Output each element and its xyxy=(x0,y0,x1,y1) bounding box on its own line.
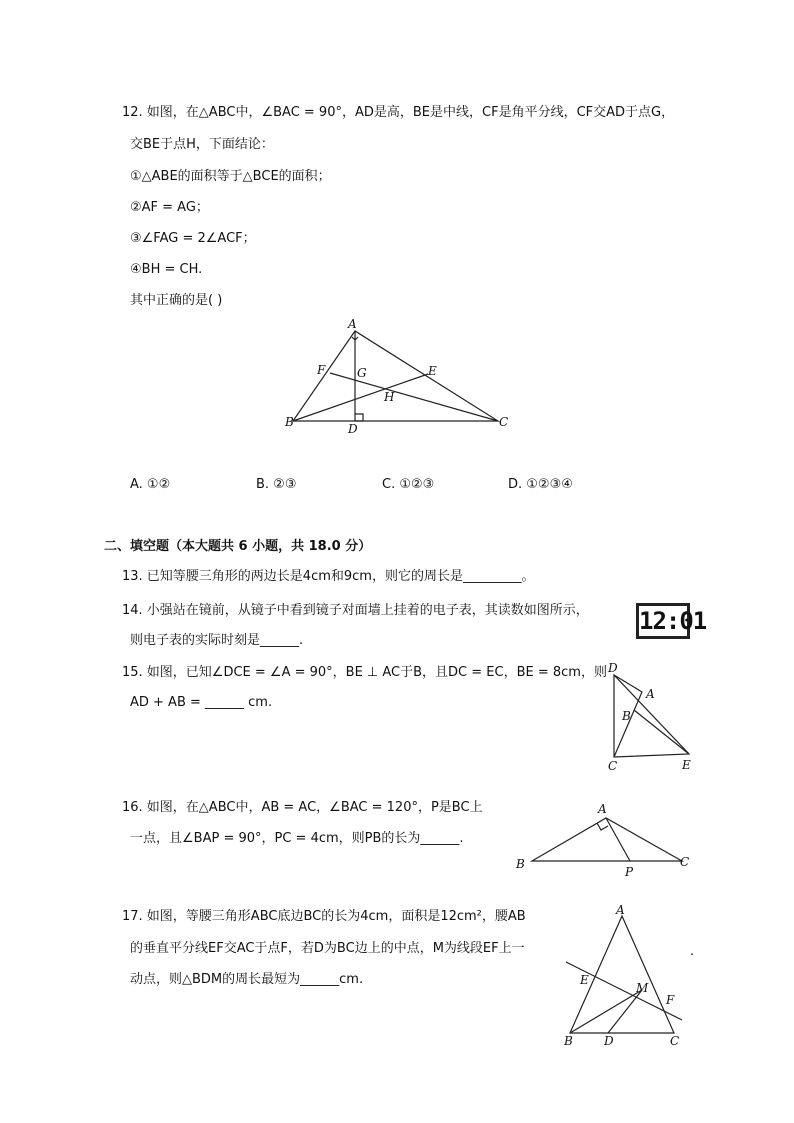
q12-question: 其中正确的是( ) xyxy=(130,293,223,308)
q13-text: 13. 已知等腰三角形的两边长是4cm和9cm，则它的周长是_________。 xyxy=(122,569,535,584)
label-d: D xyxy=(604,1034,614,1048)
section-title: 二、填空题（本大题共 6 小题，共 18.0 分） xyxy=(104,539,372,554)
label-e: E xyxy=(682,758,691,772)
option-c[interactable]: C. ①②③ xyxy=(382,477,435,492)
q12-conclusion-1: ①△ABE的面积等于△BCE的面积； xyxy=(130,169,331,184)
label-c: C xyxy=(670,1034,680,1048)
right-angle-mark-a xyxy=(597,823,608,830)
label-a: A xyxy=(646,687,655,701)
label-b: B xyxy=(564,1034,573,1048)
q17-line-1: 17. 如图，等腰三角形ABC底边BC的长为4cm，面积是12cm²，腰AB xyxy=(122,909,526,924)
q14-line-1: 14. 小强站在镜前，从镜子中看到镜子对面墙上挂着的电子表，其读数如图所示， xyxy=(122,603,589,618)
q12-line-1: 12. 如图，在△ABC中，∠BAC = 90°，AD是高，BE是中线，CF是角平分线，CF交AD于点G， xyxy=(122,105,675,120)
q17-figure xyxy=(556,902,690,1050)
q16-figure xyxy=(510,798,700,880)
label-g: G xyxy=(357,366,367,380)
label-a: A xyxy=(598,802,607,816)
label-b: B xyxy=(285,415,294,429)
label-h: H xyxy=(384,390,395,404)
label-d: D xyxy=(348,422,358,436)
q16-line-1: 16. 如图，在△ABC中，AB = AC，∠BAC = 120°，P是BC上 xyxy=(122,800,483,815)
label-e: E xyxy=(428,364,437,378)
q15-line-2: AD + AB = ______ cm. xyxy=(130,695,273,710)
q17-line-3: 动点，则△BDM的周长最短为______cm. xyxy=(130,972,364,987)
label-a: A xyxy=(348,317,357,331)
q12-figure xyxy=(280,314,520,440)
label-d: D xyxy=(608,661,618,675)
q14-line-2: 则电子表的实际时刻是______. xyxy=(130,633,304,648)
label-f: F xyxy=(317,363,326,377)
q12-line-2: 交BE于点H，下面结论： xyxy=(130,137,274,152)
q12-conclusion-3: ③∠FAG = 2∠ACF； xyxy=(130,231,256,246)
option-b[interactable]: B. ②③ xyxy=(256,477,297,492)
label-c: C xyxy=(499,415,509,429)
right-angle-mark-d xyxy=(355,414,363,421)
option-a[interactable]: A. ①② xyxy=(130,477,171,492)
label-b: B xyxy=(622,709,631,723)
q12-conclusion-2: ②AF = AG； xyxy=(130,200,209,215)
label-c: C xyxy=(680,855,690,869)
q15-figure xyxy=(600,660,700,776)
label-f: F xyxy=(666,993,675,1007)
q15-line-1: 15. 如图，已知∠DCE = ∠A = 90°，BE ⊥ AC于B，且DC = EC，BE = 8cm，则 xyxy=(122,665,607,680)
segments-bm-md xyxy=(570,990,642,1033)
trailing-mark: . xyxy=(690,944,695,959)
triangle-abc xyxy=(532,818,682,861)
mirrored-clock-display: 12:01 xyxy=(636,603,690,639)
option-d[interactable]: D. ①②③④ xyxy=(508,477,573,492)
q16-line-2: 一点，且∠BAP = 90°，PC = 4cm，则PB的长为______. xyxy=(130,831,464,846)
label-c: C xyxy=(608,759,618,773)
q17-line-2: 的垂直平分线EF交AC于点F，若D为BC边上的中点，M为线段EF上一 xyxy=(130,941,525,956)
segment-be xyxy=(634,710,689,754)
label-p: P xyxy=(625,865,634,879)
label-e: E xyxy=(580,973,589,987)
label-m: M xyxy=(636,981,649,995)
label-b: B xyxy=(516,857,525,871)
label-a: A xyxy=(616,903,625,917)
q12-conclusion-4: ④BH = CH. xyxy=(130,262,203,277)
perpendicular-bisector-ef xyxy=(566,962,682,1020)
